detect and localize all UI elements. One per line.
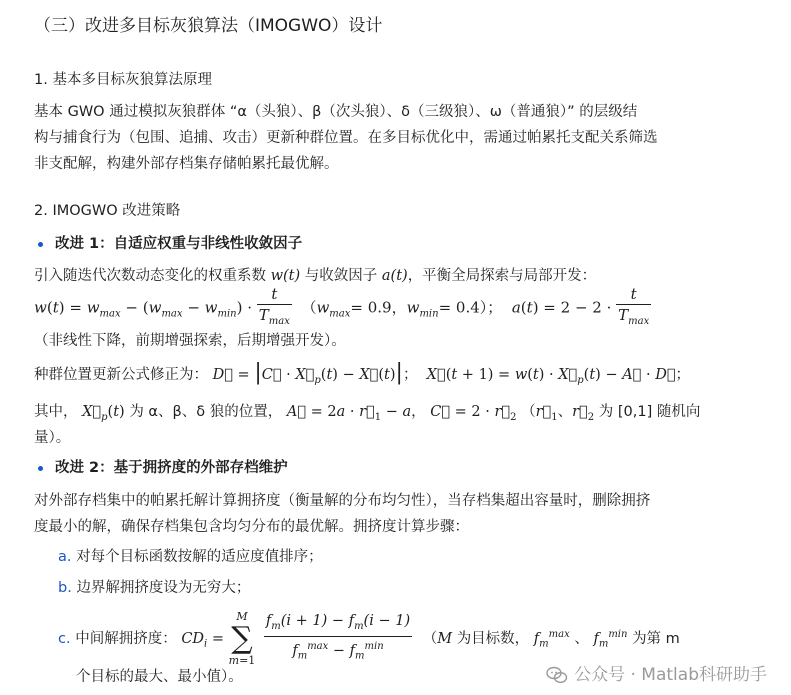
improvement-1-title: 改进 1：自适应权重与非线性收敛因子: [55, 236, 303, 252]
wechat-icon: [546, 666, 568, 684]
watermark-text: 公众号 · Matlab科研助手: [574, 665, 767, 685]
watermark: [546, 660, 767, 685]
bullet-dot: [38, 466, 43, 471]
heading-strategy: 2. IMOGWO 改进策略: [34, 203, 181, 219]
bullet-dot: [38, 242, 43, 247]
step-a: a. 对每个目标函数按解的适应度值排序；: [58, 549, 323, 565]
improvement-2-title: 改进 2：基于拥挤度的外部存档维护: [55, 460, 288, 476]
imp1-intro: 引入随迭代次数动态变化的权重系数 w(t) 与收敛因子 a(t)，平衡全局探索与局部开发：: [34, 268, 597, 284]
step-b: b. 边界解拥挤度设为无穷大；: [58, 580, 251, 596]
step-c: c. 中间解拥挤度： $CD_i$ = M ∑ m=1 $\frac{f_m(i + 1) - f_m(i - 1)}{f_m^{max} - f_m^{min}}$ （M 为目标数， $f_m^{max}$ 、 $f_m^{min}$ 为第 m: [58, 609, 680, 667]
where-line-cont: 量）。: [34, 430, 71, 446]
where-line: 其中， $X⃗_p(t)$ 为 α、β、δ 狼的位置， A⃗ = $2a \cdot r⃗_1 - a$， C⃗ = $2 \cdot r⃗_2$ （$r⃗_1$、$r⃗_2$ 为 [0,1] 随机向: [34, 404, 701, 423]
section-title: （三）改进多目标灰狼算法（IMOGWO）设计: [34, 16, 383, 36]
basic-line-3: 非支配解，构建外部存档集存储帕累托最优解。: [34, 156, 339, 172]
heading-basic: 1. 基本多目标灰狼算法原理: [34, 72, 212, 88]
basic-line-1: 基本 GWO 通过模拟灰狼群体 “α（头狼）、β（次头狼）、δ（三级狼）、ω（普通狼）” 的层级结: [34, 104, 638, 120]
basic-line-2: 构与捕食行为（包围、追捕、攻击）更新种群位置。在多目标优化中，需通过帕累托支配关系筛选: [34, 130, 658, 146]
weight-formula: $w(t) = w_{max} - (w_{max} - w_{min})$ · $\frac{t}{T_{max}}$ （$w_{max}= 0.9$，$w_{min}= 0.4$）； a(t) = 2 − 2 · $\frac{t}{T_{max}}$: [34, 285, 650, 327]
position-update-formula: 种群位置更新公式修正为： D⃗ = |C⃗ · $X⃗_p(t)$ − X⃗(t)|； X⃗(t + $1) = w(t) \cdot X⃗_p(t)$ − A⃗ · D⃗；: [34, 360, 691, 386]
step-c-cont: 个目标的最大、最小值）。: [76, 669, 243, 685]
imp2-line-2: 度最小的解，确保存档集包含均匀分布的最优解。拥挤度计算步骤：: [34, 519, 469, 535]
imp2-line-1: 对外部存档集中的帕累托解计算拥挤度（衡量解的分布均匀性），当存档集超出容量时，删除拥挤: [34, 493, 651, 509]
weight-note: （非线性下降，前期增强探索，后期增强开发）。: [34, 333, 346, 349]
